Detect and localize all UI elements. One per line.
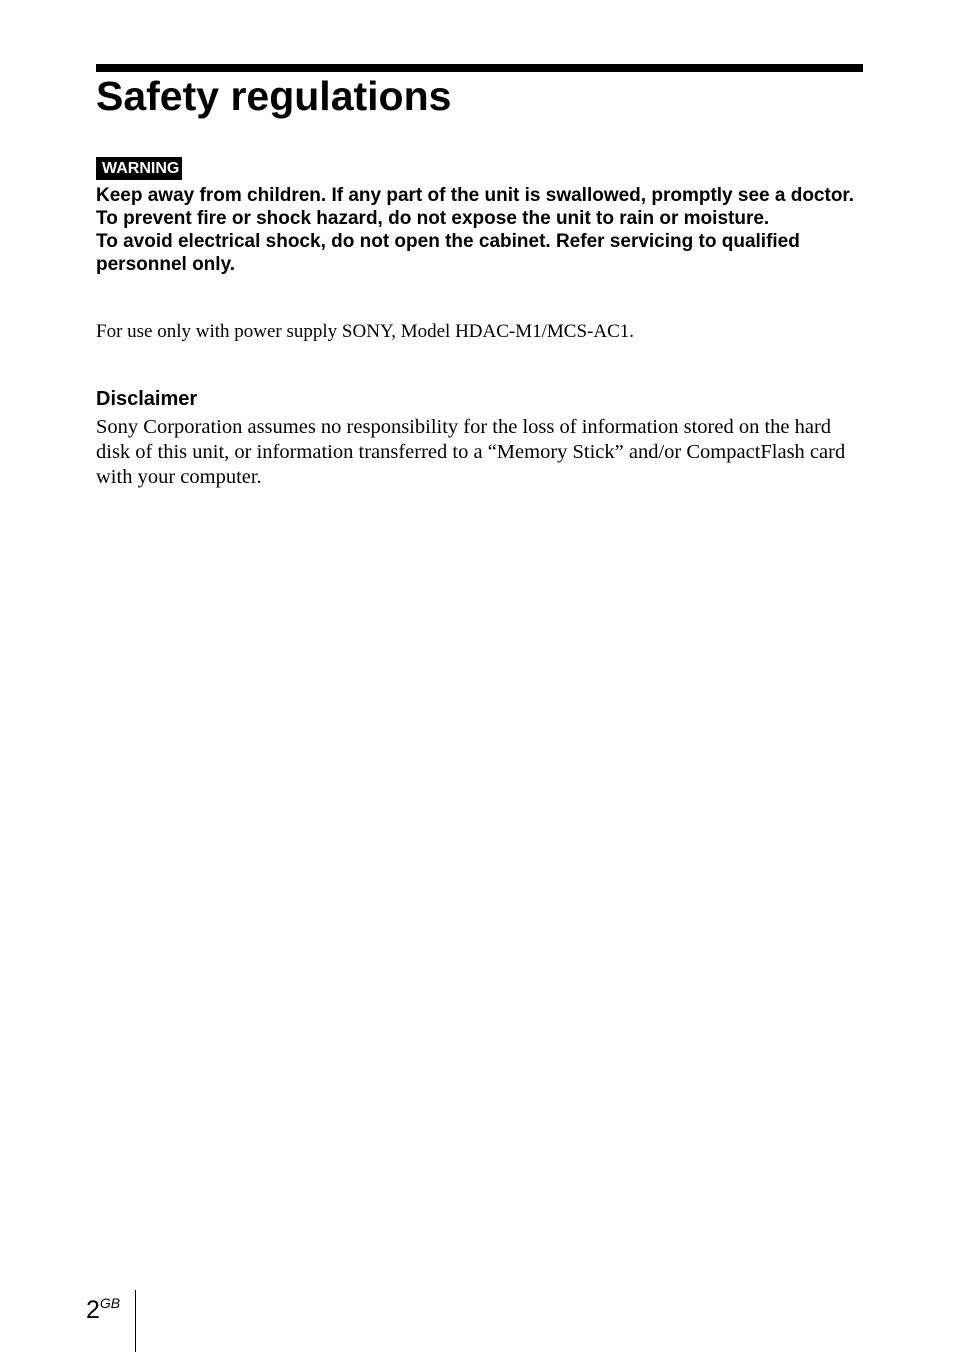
disclaimer-heading: Disclaimer xyxy=(96,388,198,410)
warning-line-cabinet: To avoid electrical shock, do not open the cabinet. Refer servicing to qualified personnel only. xyxy=(96,231,800,275)
warning-line-moisture: To prevent fire or shock hazard, do not expose the unit to rain or moisture. xyxy=(96,208,770,229)
page-number-value: 2 xyxy=(86,1296,100,1324)
disclaimer-text: Sony Corporation assumes no responsibility for the loss of information stored on the hard disk of this unit, or information transferred to a “Memory Stick” and/or CompactFlash card with your computer. xyxy=(96,416,846,488)
warning-block xyxy=(96,184,866,276)
page-number xyxy=(86,1288,120,1325)
page-title: Safety regulations xyxy=(96,73,452,119)
page-number-suffix: GB xyxy=(99,1295,121,1311)
warning-badge: WARNING xyxy=(96,157,182,180)
footer-rule xyxy=(135,1290,136,1352)
power-supply-note: For use only with power supply SONY, Model HDAC-M1/MCS-AC1. xyxy=(96,321,635,342)
warning-line-swallow: Keep away from children. If any part of the unit is swallowed, promptly see a doctor. xyxy=(96,185,855,206)
